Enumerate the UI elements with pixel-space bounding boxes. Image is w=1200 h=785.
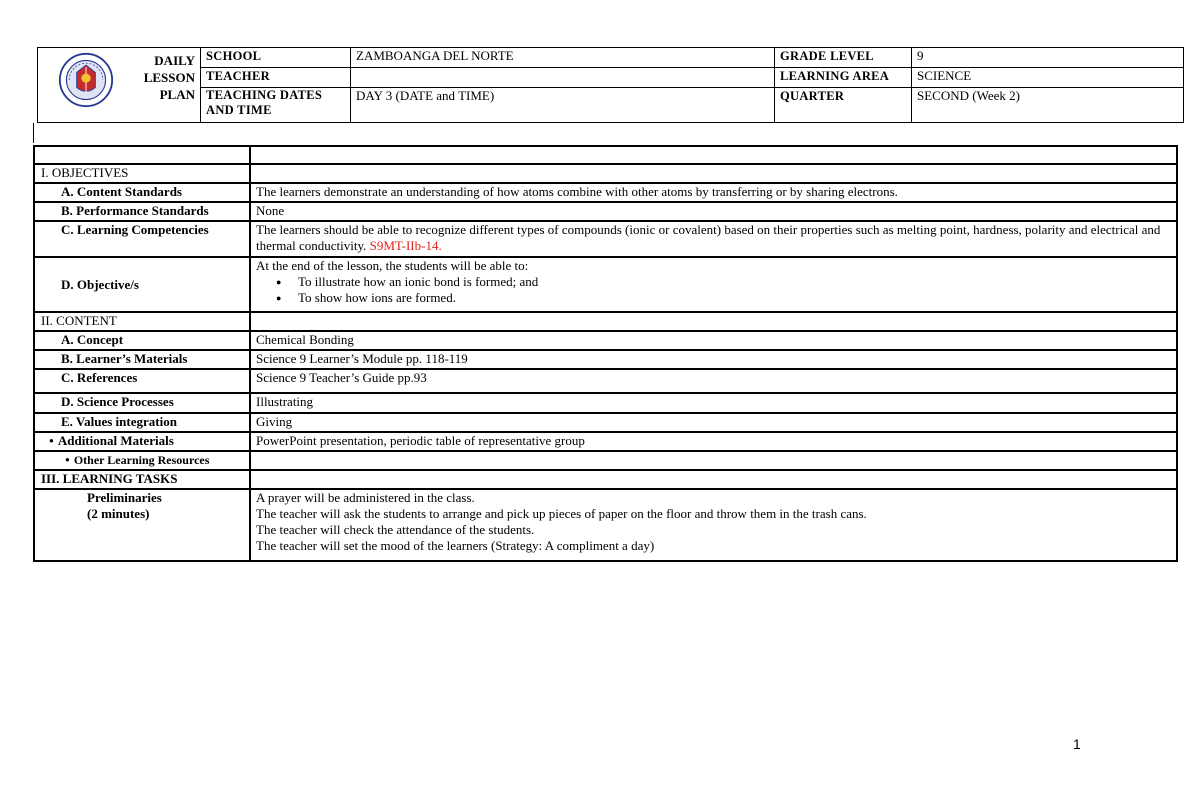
learning-area-value: SCIENCE xyxy=(912,67,1184,87)
additional-materials-text: Additional Materials xyxy=(57,433,174,448)
values-integration-value: Giving xyxy=(250,413,1177,432)
values-integration-label: E. Values integration xyxy=(34,413,250,432)
header-table xyxy=(37,47,1184,123)
list-item: ● To illustrate how an ionic bond is formed; and xyxy=(298,274,1171,290)
additional-materials-value: PowerPoint presentation, periodic table of representative group xyxy=(250,432,1177,451)
dlp-line-2: LESSON xyxy=(143,70,195,85)
table-row xyxy=(34,312,1177,331)
list-item: The teacher will check the attendance of the students. xyxy=(256,522,535,537)
other-resources-text: Other Learning Resources xyxy=(73,453,210,467)
concept-value: Chemical Bonding xyxy=(250,331,1177,350)
learning-area-label: LEARNING AREA xyxy=(775,67,912,87)
concept-label: A. Concept xyxy=(34,331,250,350)
content-standards-label: A. Content Standards xyxy=(34,183,250,202)
references-label: C. References xyxy=(34,369,250,393)
competencies-text: The learners should be able to recognize different types of compounds (ionic or covalent) based on their properties such as melting point, hardness, polarity and electrical and thermal conductivity. xyxy=(256,222,1161,253)
dlp-title xyxy=(38,48,201,123)
learners-materials-value: Science 9 Learner’s Module pp. 118-119 xyxy=(250,350,1177,369)
preliminaries-value xyxy=(250,489,1177,561)
table-row xyxy=(34,489,1177,561)
science-processes-value: Illustrating xyxy=(250,393,1177,413)
table-row xyxy=(34,331,1177,350)
table-row xyxy=(34,393,1177,413)
preliminaries-title: Preliminaries xyxy=(87,490,162,505)
quarter-value: SECOND (Week 2) xyxy=(912,87,1184,122)
bullet-icon: ● xyxy=(49,436,54,445)
deped-seal-icon xyxy=(58,52,114,108)
content-standards-value: The learners demonstrate an understanding of how atoms combine with other atoms by transferring or by sharing electrons. xyxy=(250,183,1177,202)
list-item: A prayer will be administered in the class. xyxy=(256,490,475,505)
school-value: ZAMBOANGA DEL NORTE xyxy=(351,48,775,68)
table-row xyxy=(34,413,1177,432)
learning-tasks-heading: III. LEARNING TASKS xyxy=(34,470,250,489)
table-row xyxy=(34,470,1177,489)
dlp-line-3: PLAN xyxy=(159,87,195,102)
table-row xyxy=(34,221,1177,257)
objectives-value xyxy=(250,257,1177,312)
other-resources-value xyxy=(250,451,1177,470)
table-row xyxy=(34,369,1177,393)
grade-level-label: GRADE LEVEL xyxy=(775,48,912,68)
list-item: The teacher will set the mood of the learners (Strategy: A compliment a day) xyxy=(256,538,655,553)
bullet-icon: ● xyxy=(65,455,70,464)
objectives-intro: At the end of the lesson, the students will be able to: xyxy=(256,258,529,273)
quarter-label: QUARTER xyxy=(775,87,912,122)
learning-competencies-value xyxy=(250,221,1177,257)
list-item: The teacher will ask the students to arrange and pick up pieces of paper on the floor and throw them in the trash cans. xyxy=(256,506,867,521)
dlp-line-1: DAILY xyxy=(154,53,195,68)
teacher-value xyxy=(351,67,775,87)
content-heading: II. CONTENT xyxy=(34,312,250,331)
table-row xyxy=(34,257,1177,312)
table-row xyxy=(34,432,1177,451)
page-number: 1 xyxy=(1073,736,1081,752)
grade-level-value: 9 xyxy=(912,48,1184,68)
margin-mark xyxy=(33,123,34,143)
table-row xyxy=(34,146,1177,164)
preliminaries-label xyxy=(34,489,250,561)
objectives-label: D. Objective/s xyxy=(34,257,250,312)
table-row xyxy=(34,451,1177,470)
lesson-table xyxy=(33,145,1178,562)
learners-materials-label: B. Learner’s Materials xyxy=(34,350,250,369)
other-resources-label xyxy=(34,451,250,470)
additional-materials-label xyxy=(34,432,250,451)
table-row xyxy=(34,350,1177,369)
preliminaries-time: (2 minutes) xyxy=(87,506,150,521)
performance-standards-label: B. Performance Standards xyxy=(34,202,250,221)
teacher-label: TEACHER xyxy=(201,67,351,87)
objectives-heading: I. OBJECTIVES xyxy=(34,164,250,183)
list-item: ● To show how ions are formed. xyxy=(298,290,1171,306)
references-value: Science 9 Teacher’s Guide pp.93 xyxy=(250,369,1177,393)
table-row xyxy=(34,183,1177,202)
teaching-dates-label: TEACHING DATES AND TIME xyxy=(201,87,351,122)
teaching-dates-value: DAY 3 (DATE and TIME) xyxy=(351,87,775,122)
competency-code: S9MT-IIb-14. xyxy=(369,238,442,253)
table-row xyxy=(34,164,1177,183)
table-row xyxy=(34,202,1177,221)
school-label: SCHOOL xyxy=(201,48,351,68)
performance-standards-value: None xyxy=(250,202,1177,221)
objectives-list xyxy=(256,274,1171,306)
learning-competencies-label: C. Learning Competencies xyxy=(34,221,250,257)
science-processes-label: D. Science Processes xyxy=(34,393,250,413)
